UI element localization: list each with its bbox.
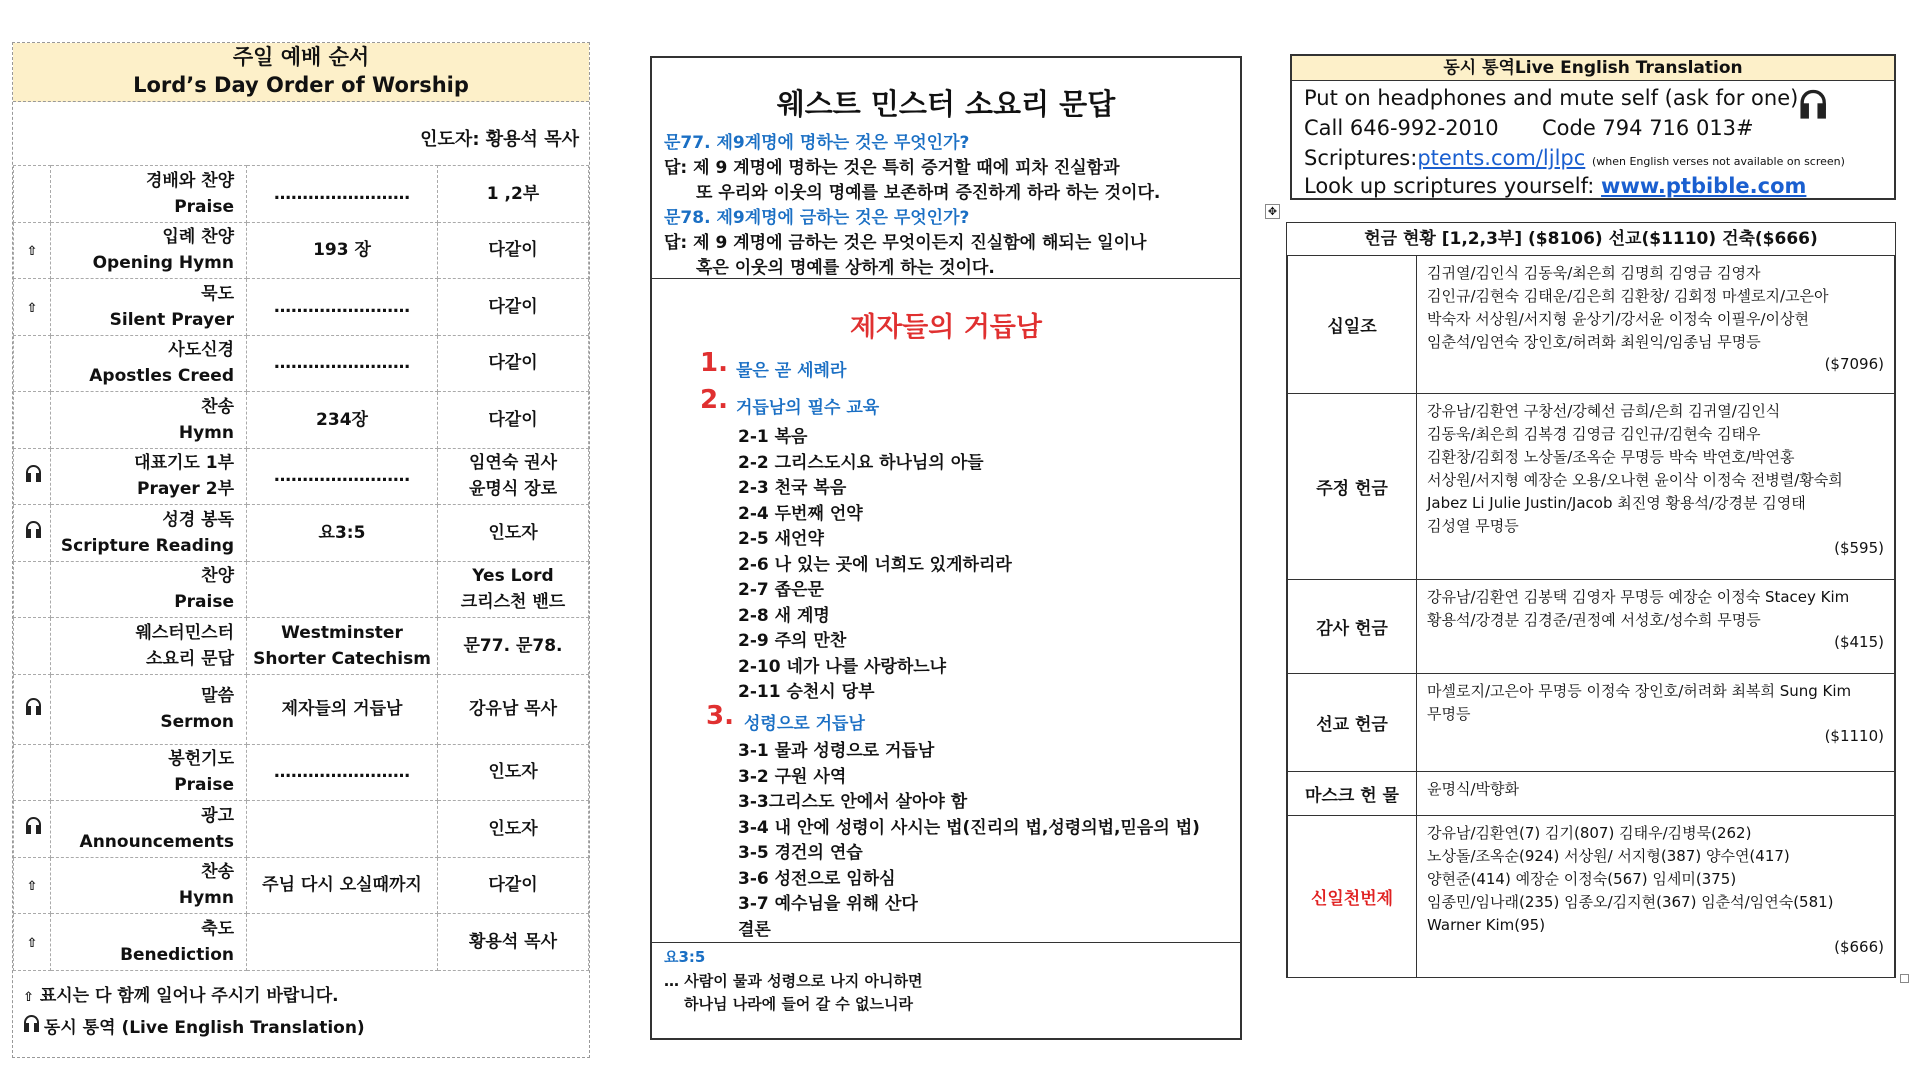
row-name-ko: 대표기도 1부 [134, 453, 234, 474]
row-name-ko: 광고 [201, 805, 234, 826]
row-detail: …………………… [247, 335, 438, 392]
worship-row [14, 392, 589, 449]
sermon-subpoint: 2-7 좁은문 [738, 580, 824, 600]
offering-names-line: 서상원/서지형 예장순 오용/오나현 윤이삭 이정숙 전병렬/황숙희 [1427, 471, 1843, 489]
offering-amount: ($1110) [1824, 727, 1884, 745]
row-name-en: Opening Hymn [92, 253, 234, 274]
row-detail: 제자들의 거듭남 [247, 674, 438, 744]
lookup-line [1304, 174, 1806, 198]
sermon-subpoint: 3-5 경건의 연습 [738, 843, 863, 863]
row-name [51, 505, 247, 562]
worship-title-en: Lord’s Day Order of Worship [133, 73, 469, 97]
row-leader [438, 279, 589, 336]
worship-leader: 인도자: 황용석 목사 [420, 129, 579, 150]
call-number: Call 646-992-2010 [1304, 116, 1499, 140]
row-name [51, 166, 247, 223]
headphones-icon [25, 817, 40, 835]
offering-amount: ($415) [1834, 633, 1884, 651]
row-name-ko: 경배와 찬양 [145, 170, 234, 191]
row-icon-cell [14, 392, 51, 449]
sermon-subpoint: 2-2 그리스도시요 하나님의 아들 [738, 452, 984, 473]
row-name [51, 674, 247, 744]
row-name [51, 618, 247, 675]
worship-footnotes [23, 981, 365, 1043]
verse-line2: 하나님 나라에 들어 갈 수 없느니라 [684, 995, 913, 1013]
offering-row [1288, 580, 1895, 674]
row-detail: …………………… [247, 744, 438, 801]
row-name-ko: 입례 찬양 [162, 227, 234, 248]
worship-row [14, 561, 589, 618]
headphones-instruction: Put on headphones and mute self (ask for one) [1304, 86, 1799, 110]
row-leader [438, 801, 589, 858]
offering-row [1288, 816, 1895, 978]
sermon-subpoint: 결론 [738, 919, 771, 940]
row-leader-1: 다같이 [488, 296, 538, 317]
row-leader [438, 335, 589, 392]
row-icon-cell [14, 448, 51, 505]
row-name-ko: 묵도 [201, 283, 234, 304]
divider [652, 278, 1240, 279]
row-detail: 주님 다시 오실때까지 [247, 857, 438, 914]
offering-amount: ($7096) [1824, 355, 1884, 373]
answer-77-line2: 또 우리와 이웃의 명예를 보존하며 증진하게 하라 하는 것이다. [696, 183, 1161, 203]
offering-names-line: 강유남/김환연 김봉택 김영자 무명등 예장순 이정숙 Stacey Kim [1427, 588, 1850, 606]
offering-row [1288, 772, 1895, 816]
row-leader-1: 인도자 [488, 522, 538, 543]
row-name-ko: 성경 봉독 [162, 509, 234, 530]
row-name-en: Hymn [178, 422, 234, 443]
point-1-number: 1. [700, 348, 728, 378]
verse-line1: … 사람이 물과 성령으로 나지 아니하면 [664, 972, 923, 990]
row-detail [247, 914, 438, 971]
sermon-title: 제자들의 거듭남 [850, 312, 1042, 343]
offering-names-line: 임종민/임나래(235) 임종오/김지현(367) 임춘석/임연숙(581) [1427, 893, 1834, 911]
offerings-panel [1286, 222, 1896, 978]
row-name [51, 279, 247, 336]
verse-reference: 요3:5 [664, 948, 706, 966]
row-leader-1: 임연숙 권사 [468, 453, 558, 474]
row-name [51, 801, 247, 858]
sermon-subpoint: 2-10 네가 나를 사랑하느냐 [738, 656, 947, 677]
offering-names-line: 김인규/김현숙 김태운/김은희 김환창/ 김회정 마셀로지/고은아 [1427, 287, 1829, 305]
sermon-subpoint: 2-1 복음 [738, 427, 808, 447]
divider [652, 942, 1240, 943]
catechism-title: 웨스트 민스터 소요리 문답 [776, 87, 1116, 121]
offering-names-line: Warner Kim(95) [1427, 916, 1546, 934]
row-leader-1: 1 ,2부 [486, 183, 540, 204]
row-leader-1: 인도자 [488, 762, 538, 783]
offering-names-line: 김환창/김회정 노상돌/조옥순 무명등 박숙 박연호/박연홍 [1427, 448, 1795, 466]
row-name-en: Announcements [79, 831, 234, 852]
worship-row [14, 857, 589, 914]
offering-names-line: 강유남/김환연 구창선/강혜선 금희/은희 김귀열/김인식 [1427, 402, 1781, 420]
row-icon-cell [14, 674, 51, 744]
headphones-icon [1799, 90, 1825, 121]
row-icon-cell [14, 857, 51, 914]
worship-row [14, 222, 589, 279]
row-name-en: Praise [174, 592, 234, 613]
stand-icon: ⇧ [26, 879, 38, 895]
headphones-icon [25, 521, 40, 539]
offering-names-line: 황용석/강경분 김경준/권정예 서성호/성수희 무명등 [1427, 611, 1761, 629]
offering-names-line: 임춘석/임연숙 장인호/허려화 최원익/임종님 무명등 [1427, 333, 1761, 351]
offering-row [1288, 674, 1895, 772]
bible-link[interactable]: www.ptbible.com [1601, 174, 1807, 198]
row-name [51, 222, 247, 279]
answer-78-line2: 혹은 이웃의 명예를 상하게 하는 것이다. [696, 258, 995, 278]
row-leader [438, 561, 589, 618]
offering-names [1417, 580, 1895, 674]
worship-row [14, 335, 589, 392]
offering-names-line: 윤명식/박향화 [1427, 780, 1519, 798]
row-icon-cell [14, 801, 51, 858]
sermon-subpoint: 3-1 물과 성령으로 거듭남 [738, 741, 935, 761]
row-detail [247, 561, 438, 618]
sermon-subpoint: 3-7 예수님을 위해 산다 [738, 894, 918, 914]
sermon-subpoint: 2-9 주의 만찬 [738, 631, 847, 651]
row-name-en: Silent Prayer [109, 309, 234, 330]
row-name-en: Prayer 2부 [137, 479, 234, 500]
row-leader-1: 인도자 [488, 818, 538, 839]
row-leader [438, 744, 589, 801]
row-name [51, 744, 247, 801]
row-name-en: Hymn [178, 888, 234, 909]
table-resize-handle[interactable] [1900, 974, 1909, 983]
sermon-subpoint: 2-8 새 계명 [738, 605, 830, 626]
sermon-subpoint: 2-5 새언약 [738, 529, 824, 549]
row-icon-cell [14, 618, 51, 675]
scriptures-line [1304, 146, 1845, 170]
row-name-en: Praise [174, 775, 234, 796]
row-icon-cell [14, 166, 51, 223]
offering-names [1417, 674, 1895, 772]
stand-note: 표시는 다 함께 일어나 주시기 바랍니다. [39, 986, 339, 1006]
stand-icon: ⇧ [26, 300, 38, 316]
row-leader-1: 강유남 목사 [468, 699, 558, 719]
row-leader [438, 222, 589, 279]
row-leader [438, 392, 589, 449]
question-77: 문77. 제9계명에 명하는 것은 무엇인가? [664, 133, 970, 153]
offering-category: 십일조 [1288, 256, 1417, 394]
offering-names-line: 김동욱/최은희 김복경 김영금 김인규/김현숙 김태우 [1427, 425, 1761, 443]
row-name [51, 914, 247, 971]
point-1-title: 물은 곧 세례라 [736, 361, 847, 381]
offering-names-line: 강유남/김환연(7) 김기(807) 김태우/김병묵(262) [1427, 824, 1752, 842]
row-detail: …………………… [247, 279, 438, 336]
headphones-icon [25, 465, 40, 483]
row-leader-1: 다같이 [488, 409, 538, 430]
worship-row [14, 674, 589, 744]
worship-row [14, 166, 589, 223]
row-name-ko: 봉헌기도 [168, 749, 234, 770]
offerings-header: 헌금 현황 [1,2,3부] ($8106) 선교($1110) 건축($666) [1287, 223, 1895, 256]
row-name-en: 소요리 문답 [145, 648, 234, 669]
worship-row [14, 801, 589, 858]
translation-note: 동시 통역 (Live English Translation) [43, 1018, 365, 1038]
offering-names-line: 양현준(414) 예장순 이정숙(567) 임세미(375) [1427, 870, 1737, 888]
row-leader-1: 다같이 [488, 353, 538, 374]
offerings-table [1287, 255, 1895, 978]
row-leader [438, 505, 589, 562]
worship-row [14, 505, 589, 562]
row-leader-1: 황용석 목사 [468, 931, 558, 952]
row-name [51, 448, 247, 505]
row-name [51, 392, 247, 449]
offering-names-line: 무명등 [1427, 705, 1471, 723]
row-name-ko: 찬송 [201, 396, 234, 417]
offering-names-line: 노상돌/조옥순(924) 서상원/ 서지형(387) 양수연(417) [1427, 847, 1790, 865]
row-name-ko: 웨스터민스터 [135, 622, 234, 643]
row-name-en: Benediction [120, 944, 234, 965]
sermon-subpoint: 2-11 승천시 당부 [738, 682, 875, 702]
row-detail: 234장 [247, 392, 438, 449]
worship-row [14, 618, 589, 675]
row-leader [438, 857, 589, 914]
offering-row [1288, 256, 1895, 394]
lookup-label: Look up scriptures yourself: [1304, 174, 1595, 198]
offering-category: 신일천번제 [1288, 816, 1417, 978]
question-78: 문78. 제9계명에 금하는 것은 무엇인가? [664, 208, 970, 228]
worship-table [13, 165, 589, 971]
offering-names [1417, 816, 1895, 978]
row-name-ko: 찬양 [201, 566, 234, 587]
row-leader-2: 윤명식 장로 [468, 479, 558, 500]
offering-names-line: 마셀로지/고은아 무명등 이정숙 장인호/허려화 최복희 Sung Kim [1427, 682, 1852, 700]
worship-row [14, 448, 589, 505]
stand-icon: ⇧ [23, 990, 34, 1005]
row-icon-cell [14, 744, 51, 801]
stand-icon: ⇧ [26, 935, 38, 951]
row-leader [438, 166, 589, 223]
scriptures-label: Scriptures: [1304, 146, 1418, 170]
scriptures-note: (when English verses not available on screen) [1591, 155, 1845, 168]
offering-amount: ($666) [1834, 938, 1884, 956]
row-name [51, 561, 247, 618]
row-leader-1: 다같이 [488, 875, 538, 896]
sermon-subpoint: 3-4 내 안에 성령이 사시는 법(진리의 법,성령의법,믿음의 법) [738, 817, 1200, 838]
row-detail: 요3:5 [247, 505, 438, 562]
row-leader [438, 618, 589, 675]
point-3-number: 3. [706, 701, 734, 731]
sermon-subpoint: 2-6 나 있는 곳에 너희도 있게하리라 [738, 554, 1012, 575]
sermon-subpoint: 3-6 성전으로 임하심 [738, 868, 896, 889]
worship-title-ko: 주일 예배 순서 [232, 45, 370, 69]
offering-names-line: 김성열 무명등 [1427, 517, 1519, 535]
row-name-en: Sermon [160, 712, 234, 732]
offering-names-line: Jabez Li Julie Justin/Jacob 최진영 황용석/강경분 김영태 [1427, 494, 1806, 512]
sermon-subpoint: 3-2 구원 사역 [738, 766, 847, 787]
sermon-subpoint: 2-4 두번째 언약 [738, 503, 863, 524]
point-2-number: 2. [700, 385, 728, 415]
offering-row [1288, 394, 1895, 580]
sermon-subpoint: 3-3그리스도 안에서 살아야 함 [738, 792, 968, 812]
offering-names [1417, 394, 1895, 580]
headphones-icon [25, 698, 40, 716]
offering-category: 선교 헌금 [1288, 674, 1417, 772]
row-icon-cell [14, 914, 51, 971]
row-name [51, 857, 247, 914]
offering-names-line: 박숙자 서상원/서지형 윤상기/강서윤 이정숙 이필우/이상현 [1427, 310, 1809, 328]
offering-category: 주정 헌금 [1288, 394, 1417, 580]
offering-category: 마스크 헌 물 [1288, 772, 1417, 816]
row-name-en: Praise [174, 196, 234, 217]
answer-78-line1: 답: 제 9 계명에 금하는 것은 무엇이든지 진실함에 해되는 일이나 [664, 233, 1147, 253]
row-leader-1: 문77. 문78. [463, 635, 563, 656]
row-icon-cell [14, 335, 51, 392]
offering-amount: ($595) [1834, 539, 1884, 557]
row-leader-1: Yes Lord [472, 566, 554, 587]
point-2-title: 거듭남의 필수 교육 [736, 398, 880, 418]
worship-row [14, 744, 589, 801]
row-icon-cell [14, 505, 51, 562]
row-leader [438, 674, 589, 744]
row-detail: …………………… [247, 166, 438, 223]
headphones-icon [23, 1015, 38, 1033]
row-detail: Westminster Shorter Catechism [247, 618, 438, 675]
table-move-handle[interactable]: ✥ [1265, 204, 1280, 219]
row-icon-cell [14, 279, 51, 336]
row-name-ko: 말씀 [201, 686, 234, 706]
offering-names [1417, 256, 1895, 394]
row-name-ko: 찬송 [201, 862, 234, 883]
call-code: Code 794 716 013# [1542, 116, 1754, 140]
point-3-title: 성령으로 거듭남 [744, 714, 865, 734]
row-name-en: Apostles Creed [89, 366, 234, 387]
worship-row [14, 914, 589, 971]
answer-77-line1: 답: 제 9 계명에 명하는 것은 특히 증거할 때에 피차 진실함과 [664, 158, 1120, 178]
row-detail [247, 801, 438, 858]
translation-header: 동시 통역Live English Translation [1292, 56, 1894, 81]
row-icon-cell [14, 561, 51, 618]
worship-row [14, 279, 589, 336]
row-leader-1: 다같이 [488, 240, 538, 261]
row-detail: …………………… [247, 448, 438, 505]
row-name-ko: 축도 [201, 918, 234, 939]
row-leader-2: 크리스천 밴드 [460, 592, 566, 613]
worship-header [13, 43, 589, 102]
live-translation-box [1290, 54, 1896, 200]
order-of-worship-panel [12, 42, 590, 1058]
stand-icon: ⇧ [26, 244, 38, 260]
row-detail: 193 장 [247, 222, 438, 279]
row-name-ko: 사도신경 [168, 340, 234, 361]
offering-category: 감사 헌금 [1288, 580, 1417, 674]
row-icon-cell [14, 222, 51, 279]
row-name-en: Scripture Reading [60, 535, 234, 556]
offering-names [1417, 772, 1895, 816]
offering-names-line: 김귀열/김인식 김동욱/최은희 김명희 김영금 김영자 [1427, 264, 1761, 282]
row-leader [438, 914, 589, 971]
sermon-subpoint: 2-3 천국 복음 [738, 478, 847, 498]
row-name [51, 335, 247, 392]
catechism-sermon-panel [650, 56, 1242, 1040]
row-leader [438, 448, 589, 505]
scriptures-link[interactable]: ptents.com/ljlpc [1417, 146, 1586, 170]
